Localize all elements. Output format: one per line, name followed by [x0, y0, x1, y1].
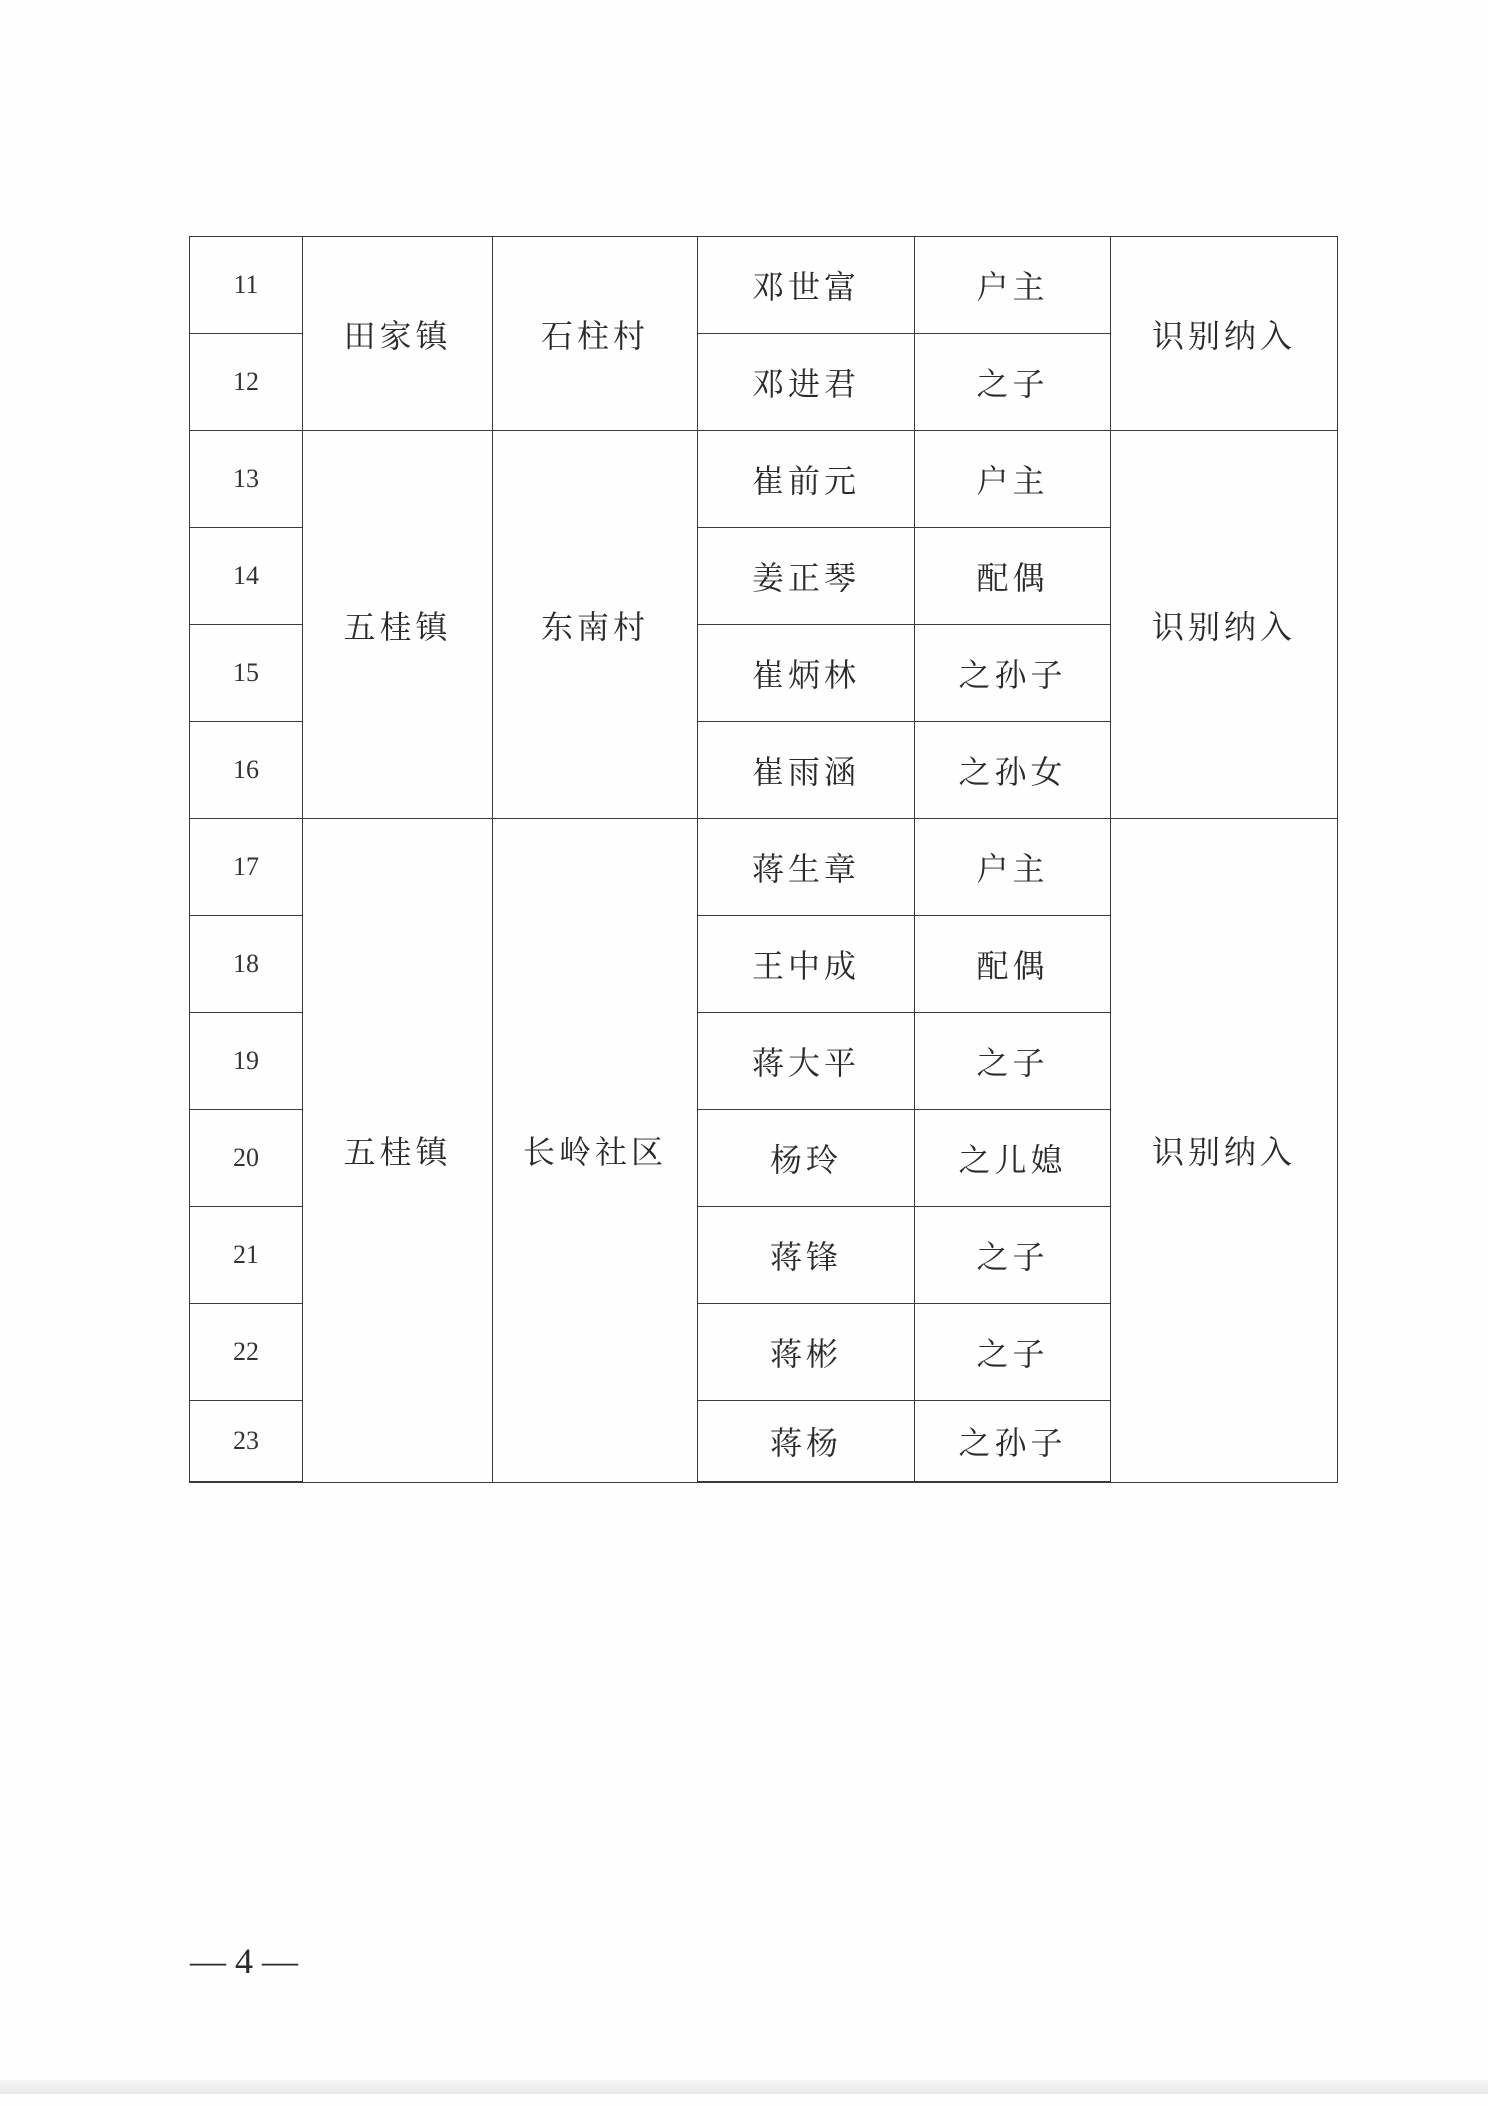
name-cell: 崔炳林 — [698, 625, 915, 722]
village-cell: 东南村 — [493, 431, 698, 819]
relation-cell: 户主 — [915, 431, 1111, 528]
name-cell: 崔前元 — [698, 431, 915, 528]
name-cell: 王中成 — [698, 916, 915, 1013]
name-cell: 蒋锋 — [698, 1207, 915, 1304]
name-cell: 邓进君 — [698, 334, 915, 431]
row-number: 23 — [190, 1401, 303, 1483]
row-number: 11 — [190, 237, 303, 334]
town-cell: 五桂镇 — [303, 431, 493, 819]
status-cell: 识别纳入 — [1111, 819, 1338, 1483]
name-cell: 邓世富 — [698, 237, 915, 334]
relation-cell: 之子 — [915, 1013, 1111, 1110]
relation-cell: 户主 — [915, 819, 1111, 916]
relation-cell: 之孙子 — [915, 625, 1111, 722]
relation-cell: 之儿媳 — [915, 1110, 1111, 1207]
name-cell: 蒋杨 — [698, 1401, 915, 1483]
name-cell: 蒋生章 — [698, 819, 915, 916]
name-cell: 蒋大平 — [698, 1013, 915, 1110]
relation-cell: 配偶 — [915, 916, 1111, 1013]
row-number: 15 — [190, 625, 303, 722]
name-cell: 杨玲 — [698, 1110, 915, 1207]
relation-cell: 之子 — [915, 334, 1111, 431]
relation-cell: 之子 — [915, 1304, 1111, 1401]
table-row — [190, 431, 1338, 528]
row-number: 13 — [190, 431, 303, 528]
relation-cell: 户主 — [915, 237, 1111, 334]
status-cell: 识别纳入 — [1111, 431, 1338, 819]
village-cell: 石柱村 — [493, 237, 698, 431]
name-cell: 崔雨涵 — [698, 722, 915, 819]
row-number: 14 — [190, 528, 303, 625]
row-number: 16 — [190, 722, 303, 819]
name-cell: 姜正琴 — [698, 528, 915, 625]
village-cell: 长岭社区 — [493, 819, 698, 1483]
relation-cell: 之孙子 — [915, 1401, 1111, 1483]
name-cell: 蒋彬 — [698, 1304, 915, 1401]
table-row — [190, 237, 1338, 334]
row-number: 12 — [190, 334, 303, 431]
town-cell: 田家镇 — [303, 237, 493, 431]
row-number: 19 — [190, 1013, 303, 1110]
row-number: 22 — [190, 1304, 303, 1401]
row-number: 17 — [190, 819, 303, 916]
scan-edge-strip — [0, 2080, 1488, 2094]
relation-cell: 之子 — [915, 1207, 1111, 1304]
relation-cell: 之孙女 — [915, 722, 1111, 819]
page-number: — 4 — — [190, 1941, 298, 1981]
row-number: 18 — [190, 916, 303, 1013]
row-number: 21 — [190, 1207, 303, 1304]
relation-cell: 配偶 — [915, 528, 1111, 625]
roster-table — [189, 236, 1338, 1483]
town-cell: 五桂镇 — [303, 819, 493, 1483]
status-cell: 识别纳入 — [1111, 237, 1338, 431]
table-row — [190, 819, 1338, 916]
row-number: 20 — [190, 1110, 303, 1207]
